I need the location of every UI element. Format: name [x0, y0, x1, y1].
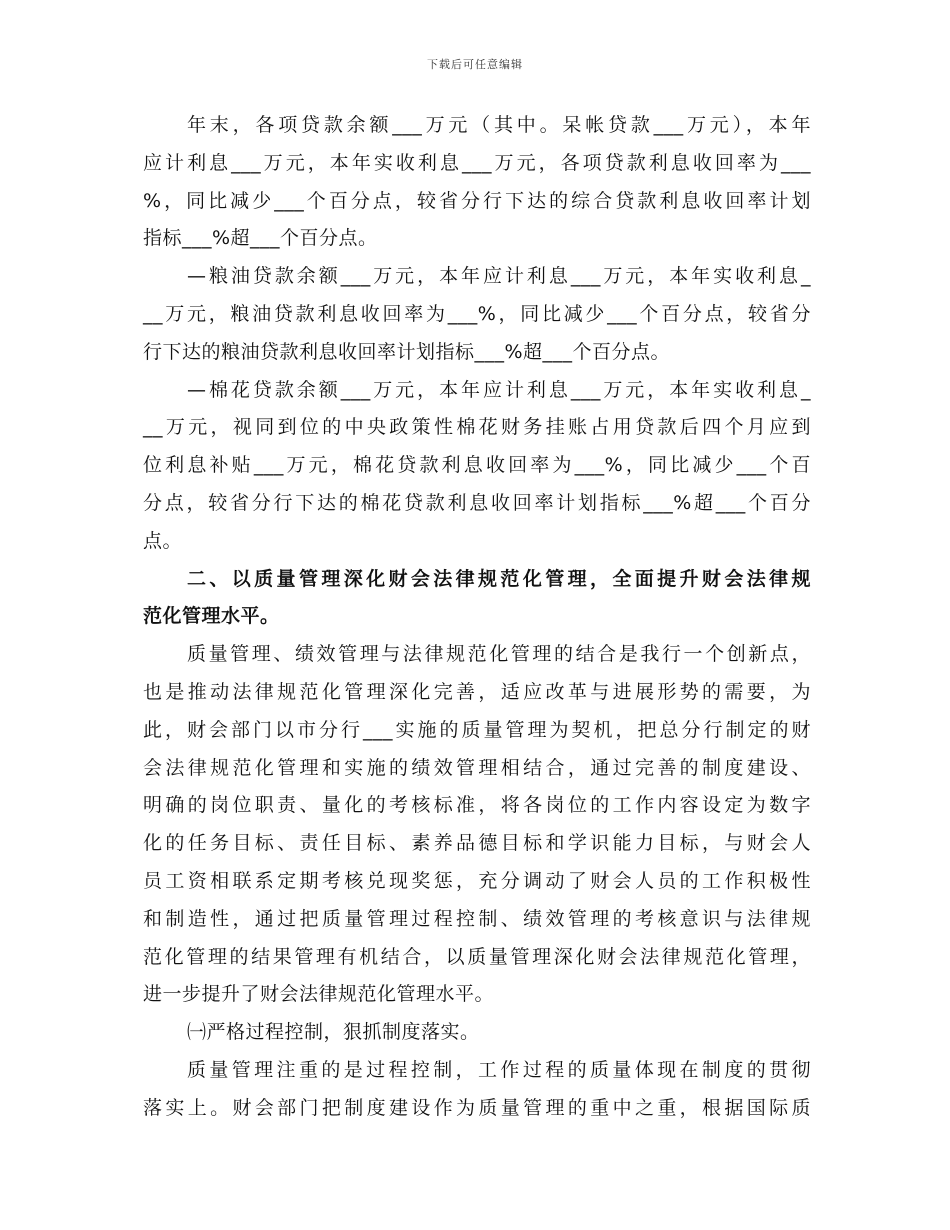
- document-body: [143, 107, 811, 1128]
- heading-line: 二、以质量管理深化财会法律规范化管理，全面提升财会法律规: [187, 567, 811, 590]
- text-line: 分点，较省分行下达的棉花贷款利息收回率计划指标___%超___个百分: [143, 491, 811, 514]
- text-line: 范化管理的结果管理有机结合，以质量管理深化财会法律规范化管理，: [143, 945, 811, 968]
- process-control-paragraph: [143, 1052, 811, 1128]
- page-header: 下载后可任意编辑: [427, 58, 523, 71]
- text-line: 位利息补贴___万元，棉花贷款利息收回率为___%，同比减少___个百: [143, 454, 811, 477]
- text-line: 点。: [143, 529, 183, 552]
- loan-summary-paragraph: [143, 107, 811, 258]
- text-line: 明确的岗位职责、量化的考核标准，将各岗位的工作内容设定为数字: [143, 794, 811, 817]
- text-line: 质量管理注重的是过程控制，工作过程的质量体现在制度的贯彻: [187, 1058, 811, 1081]
- text-line: 指标___%超___个百分点。: [143, 227, 378, 250]
- text-line: __万元，视同到位的中央政策性棉花财务挂账占用贷款后四个月应到: [143, 416, 811, 439]
- cotton-loan-paragraph: [143, 372, 811, 561]
- text-line: 落实上。财会部门把制度建设作为质量管理的重中之重，根据国际质: [143, 1096, 811, 1119]
- text-line: —粮油贷款余额___万元，本年应计利息___万元，本年实收利息_: [187, 265, 811, 288]
- text-line: —棉花贷款余额___万元，本年应计利息___万元，本年实收利息_: [187, 378, 811, 401]
- text-line: 此，财会部门以市分行___实施的质量管理为契机，把总分行制定的财: [143, 718, 811, 741]
- text-line: 年末，各项贷款余额___万元（其中。呆帐贷款___万元），本年: [187, 114, 811, 136]
- text-line: 员工资相联系定期考核兑现奖惩，充分调动了财会人员的工作积极性: [143, 869, 811, 892]
- text-line: __万元，粮油贷款利息收回率为___%，同比减少___个百分点，较省分: [143, 302, 811, 325]
- text-line: 和制造性，通过把质量管理过程控制、绩效管理的考核意识与法律规: [143, 907, 811, 930]
- text-line: 会法律规范化管理和实施的绩效管理相结合，通过完善的制度建设、: [143, 756, 811, 779]
- quality-management-paragraph: [143, 636, 811, 1014]
- text-line: 进一步提升了财会法律规范化管理水平。: [143, 983, 495, 1006]
- text-line: 应计利息___万元，本年实收利息___万元，各项贷款利息收回率为___: [143, 151, 811, 174]
- subsection-one-heading: [143, 1014, 811, 1052]
- section-two-heading: [143, 561, 811, 637]
- heading-line: 范化管理水平。: [143, 605, 280, 628]
- heading-line: ㈠严格过程控制，狠抓制度落实。: [187, 1021, 480, 1044]
- text-line: 也是推动法律规范化管理深化完善，适应改革与进展形势的需要，为: [143, 680, 811, 703]
- text-line: 化的任务目标、责任目标、素养品德目标和学识能力目标，与财会人: [143, 832, 811, 855]
- grain-oil-loan-paragraph: [143, 258, 811, 371]
- text-line: %，同比减少___个百分点，较省分行下达的综合贷款利息收回率计划: [143, 189, 811, 212]
- text-line: 质量管理、绩效管理与法律规范化管理的结合是我行一个创新点，: [187, 643, 811, 666]
- text-line: 行下达的粮油贷款利息收回率计划指标___%超___个百分点。: [143, 340, 671, 363]
